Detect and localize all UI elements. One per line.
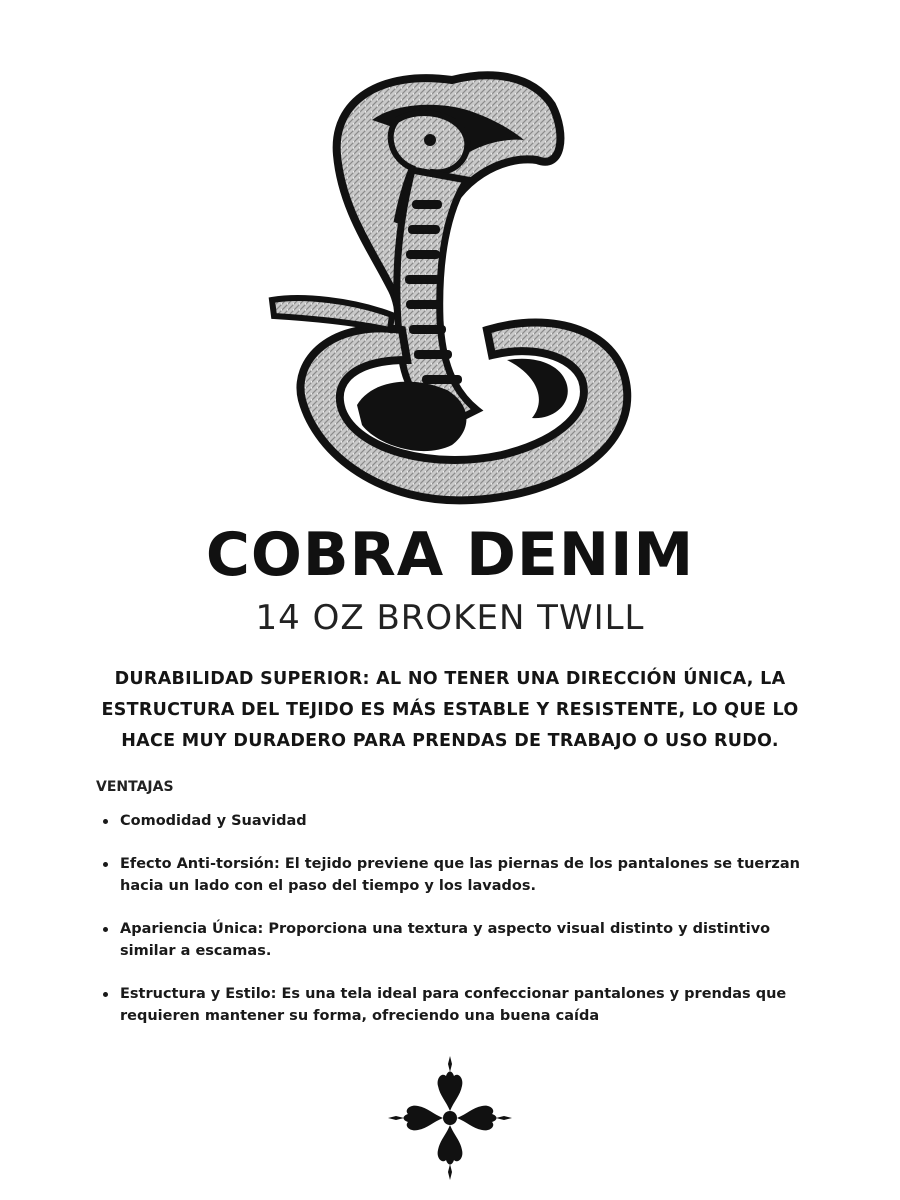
benefit-text: Efecto Anti-torsión: El tejido previene que las piernas de los pantalones se tuerzan hacia un lado con el paso del tiempo y los lavados. [120, 856, 800, 894]
lead-paragraph: DURABILIDAD SUPERIOR: AL NO TENER UNA DIRECCIÓN ÚNICA, LA ESTRUCTURA DEL TEJIDO ES MÁS ESTABLE Y RESISTENTE, LO QUE LO HACE MUY DURADERO PARA PRENDAS DE TRABAJO O USO RUDO. [101, 669, 799, 751]
list-item [96, 983, 816, 1027]
list-item [96, 918, 816, 962]
bullet-icon [103, 992, 108, 997]
list-item [96, 853, 816, 897]
cross-fleury-icon [388, 1056, 512, 1180]
benefit-text: Comodidad y Suavidad [120, 813, 307, 829]
bullet-icon [103, 862, 108, 867]
benefits-list [96, 810, 816, 1027]
benefits-heading: VENTAJAS [96, 779, 174, 795]
benefit-text: Apariencia Única: Proporciona una textura y aspecto visual distinto y distintivo similar a escamas. [120, 921, 771, 959]
bullet-icon [103, 819, 108, 824]
brand-subtitle: 14 OZ BROKEN TWILL [255, 598, 645, 638]
benefit-text: Estructura y Estilo: Es una tela ideal para confeccionar pantalones y prendas que requieren mantener su forma, ofreciendo una buena caída [120, 986, 787, 1024]
cobra-logo-icon [262, 60, 642, 510]
bullet-icon [103, 927, 108, 932]
brand-title: COBRA DENIM [205, 520, 695, 590]
list-item [96, 810, 816, 832]
